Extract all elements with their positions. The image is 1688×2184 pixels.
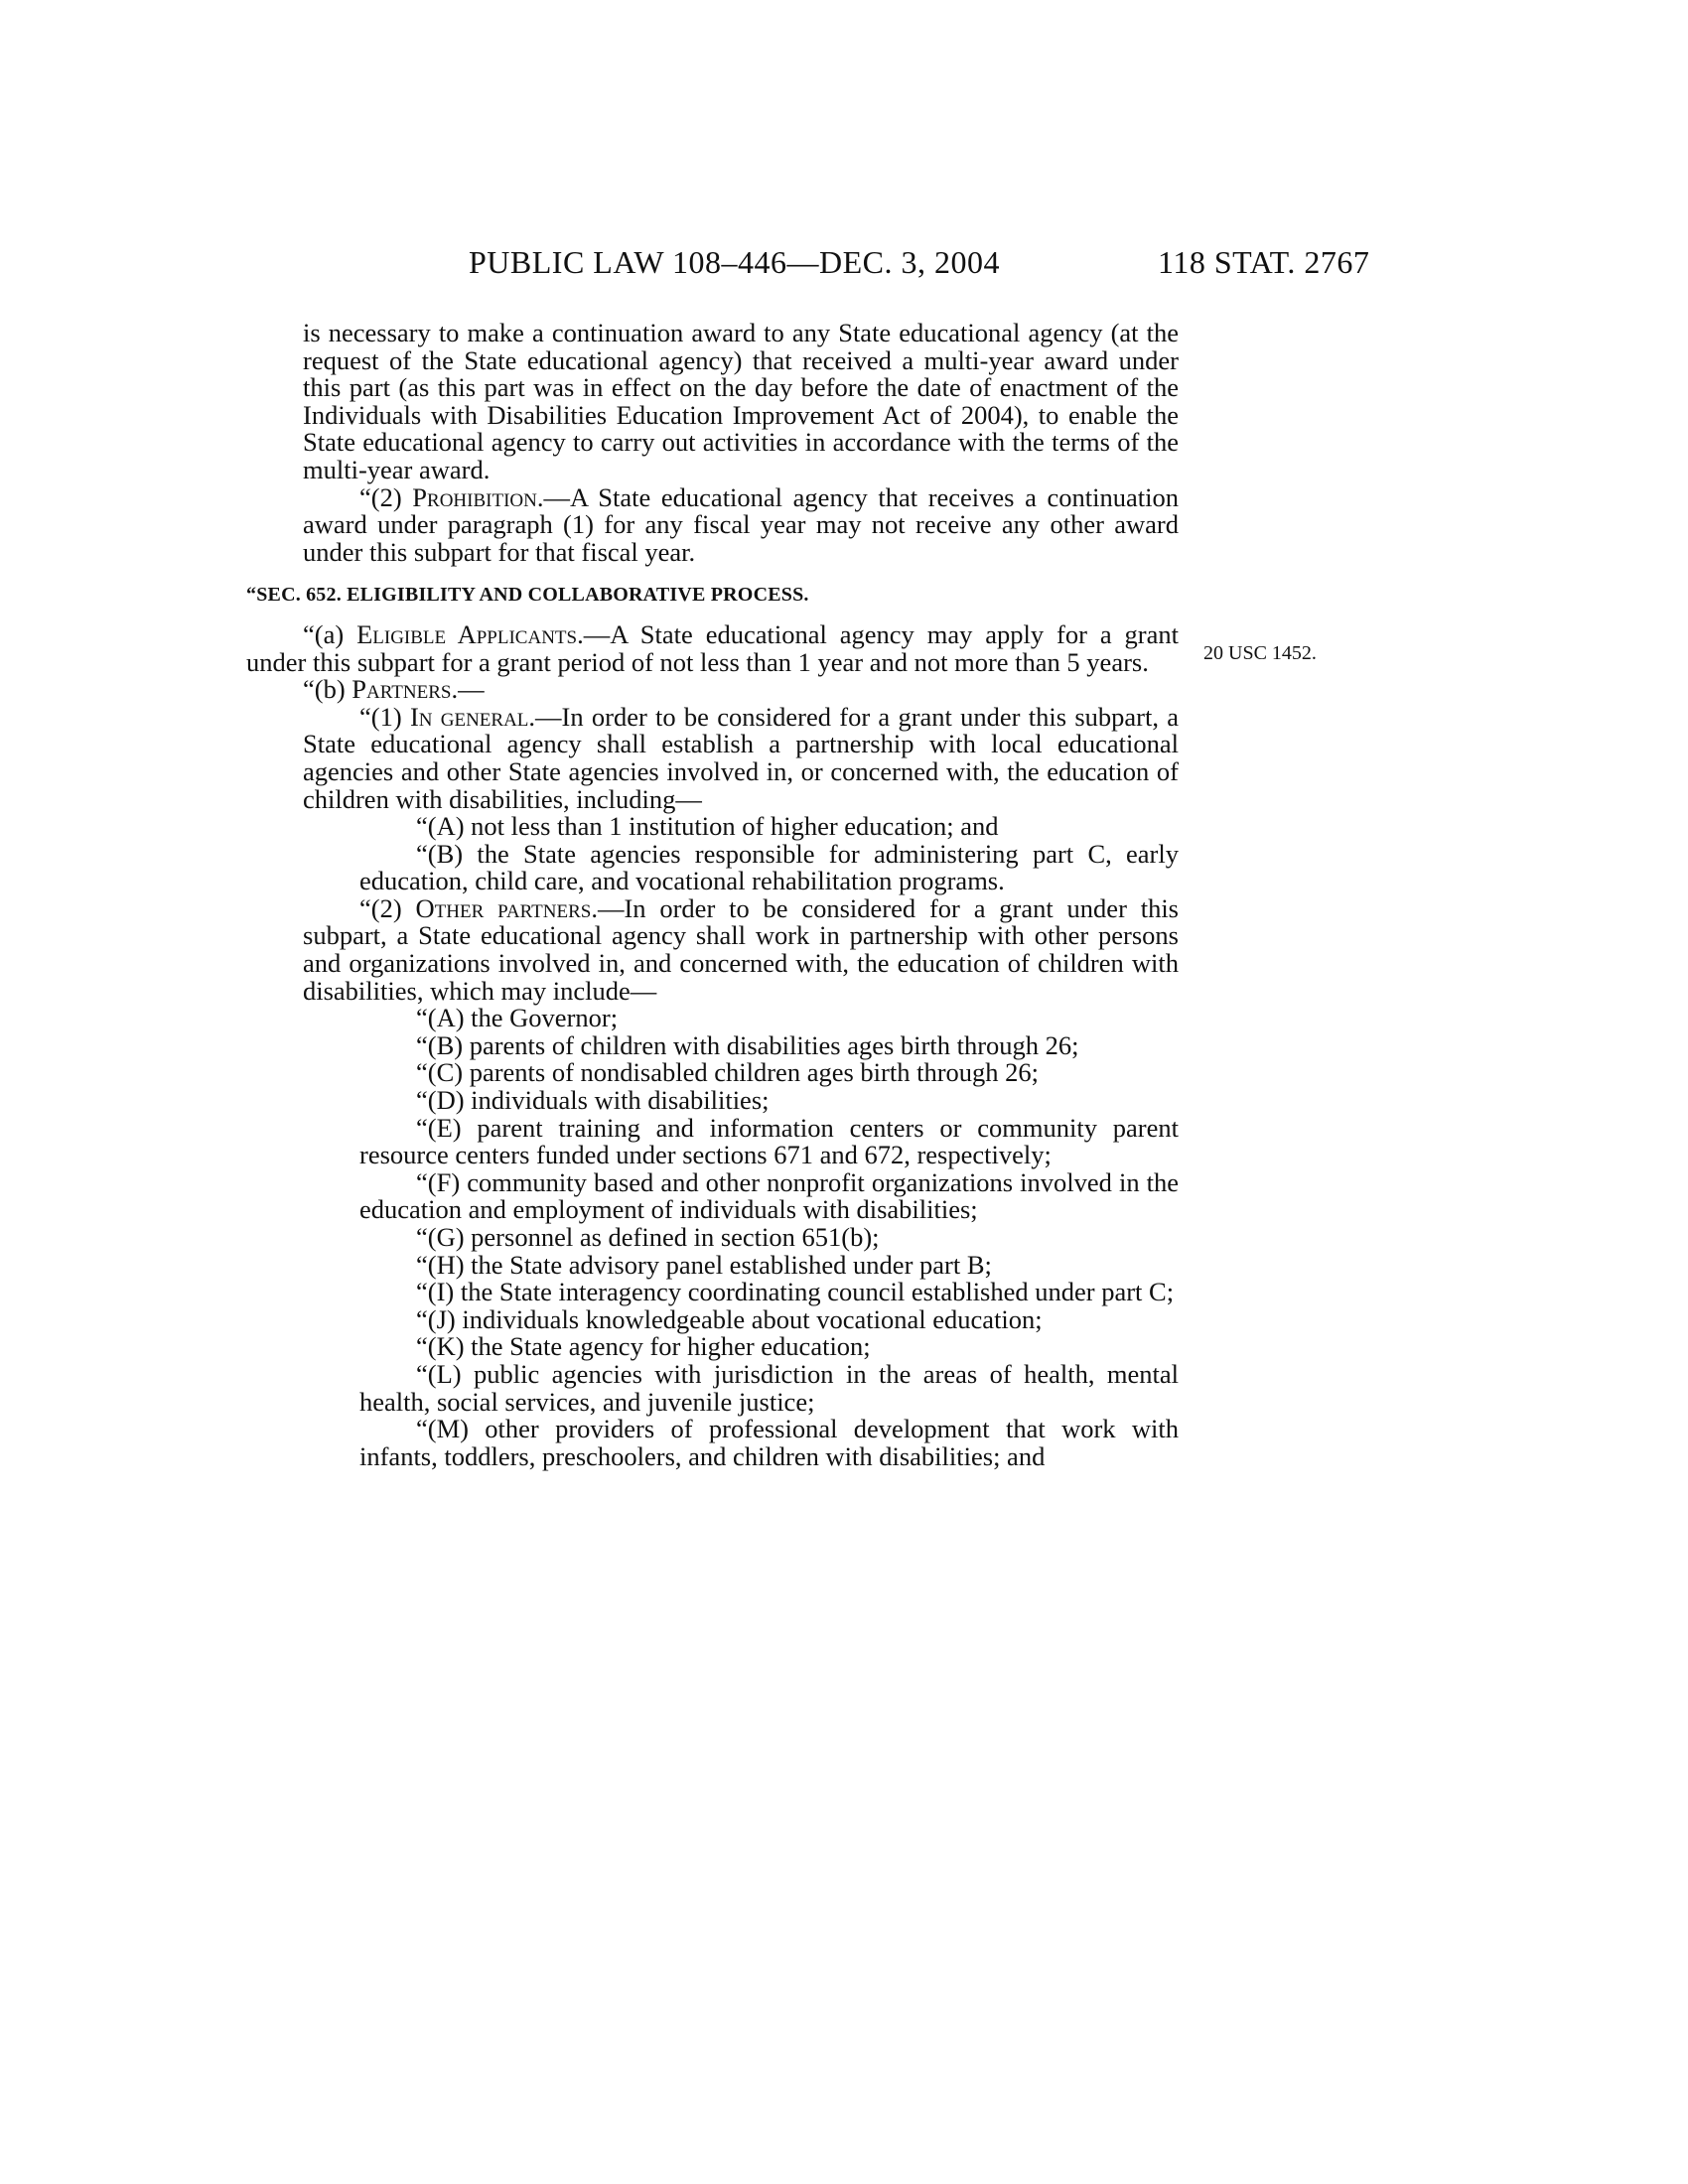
paragraph-text: .—In order to be considered for a grant under this subpart, a State educational agency shall work in partnership with other persons and organizations involved in, and concerned with, the education of children with disabilities, which may include— — [303, 892, 1179, 1006]
paragraph-heading: Prohibition — [412, 481, 537, 512]
paragraph-b2-other-partners — [303, 892, 1179, 1006]
statute-body — [246, 318, 1179, 1471]
subsection-a — [246, 618, 1179, 677]
list-item: “(B) parents of children with disabilities ages birth through 26; — [416, 1029, 1079, 1060]
page-header — [0, 244, 1688, 294]
paragraph-label: “(1) — [359, 701, 410, 732]
paragraph-heading: In general — [409, 701, 529, 732]
subsection-heading: Eligible Applicants — [356, 618, 578, 649]
subparagraph-b1B: “(B) the State agencies responsible for administering part C, early education, child care, and vocational rehabilitation programs. — [359, 838, 1179, 896]
statute-page-number: 118 STAT. 2767 — [1158, 244, 1370, 280]
paragraph-label: “(2) — [359, 892, 416, 923]
subsection-heading: Partners — [352, 674, 452, 705]
section-heading: “SEC. 652. ELIGIBILITY AND COLLABORATIVE PROCESS. — [246, 584, 809, 607]
marginal-citation: 20 USC 1452. — [1203, 642, 1317, 664]
list-item: “(J) individuals knowledgeable about vocational education; — [416, 1303, 1043, 1334]
paragraph-heading: Other partners — [415, 892, 592, 923]
list-item: “(A) the Governor; — [416, 1003, 619, 1033]
list-item: “(G) personnel as defined in section 651(b); — [416, 1222, 880, 1252]
list-item: “(H) the State advisory panel established under part B; — [416, 1249, 992, 1280]
list-item: “(L) public agencies with jurisdiction in the areas of health, mental health, social services, and juvenile justice; — [359, 1358, 1179, 1417]
running-head-title: PUBLIC LAW 108–446—DEC. 3, 2004 — [469, 244, 1001, 280]
paragraph-text: .—In order to be considered for a grant under this subpart, a State educational agency shall establish a partnership with local educational agencies and other State agencies involved in, or concerned with, the education of children with disabilities, including— — [303, 701, 1179, 814]
list-item: “(C) parents of nondisabled children ages birth through 26; — [416, 1057, 1040, 1088]
paragraph-2-prohibition — [303, 481, 1179, 567]
list-item: “(F) community based and other nonprofit organizations involved in the education and employment of individuals with disabilities; — [359, 1166, 1179, 1225]
subsection-label: “(b) — [303, 674, 352, 705]
subsection-text: .—A State educational agency may apply for a grant under this subpart for a grant period of not less than 1 year and not more than 5 years. — [246, 618, 1179, 677]
list-item: “(K) the State agency for higher education; — [416, 1331, 871, 1362]
subsection-b — [246, 676, 1179, 704]
list-item: “(I) the State interagency coordinating council established under part C; — [416, 1277, 1175, 1307]
list-item: “(D) individuals with disabilities; — [416, 1085, 770, 1116]
subsection-text: .— — [451, 674, 485, 705]
paragraph-text: .—A State educational agency that receives a continuation award under paragraph (1) for any fiscal year may not receive any other award under this subpart for that fiscal year. — [303, 481, 1179, 567]
list-item: “(M) other providers of professional development that work with infants, toddlers, preschoolers, and children with disabilities; and — [359, 1414, 1179, 1471]
paragraph-label: “(2) — [359, 481, 413, 512]
subsection-label: “(a) — [303, 618, 357, 649]
paragraph-b1-in-general — [303, 701, 1179, 814]
continuation-paragraph: is necessary to make a continuation award to any State educational agency (at the request of the State educational agency) that received a multi-year award under this part (as this part was in effect on the day before the date of enactment of the Individuals with Disabilities Education Improvement Act of 2004), to enable the State educational agency to carry out activities in accordance with the terms of the multi-year award. — [303, 318, 1179, 484]
subparagraph-b1A: “(A) not less than 1 institution of higher education; and — [416, 811, 999, 842]
list-item: “(E) parent training and information centers or community parent resource centers funded under sections 671 and 672, respectively; — [359, 1112, 1179, 1170]
